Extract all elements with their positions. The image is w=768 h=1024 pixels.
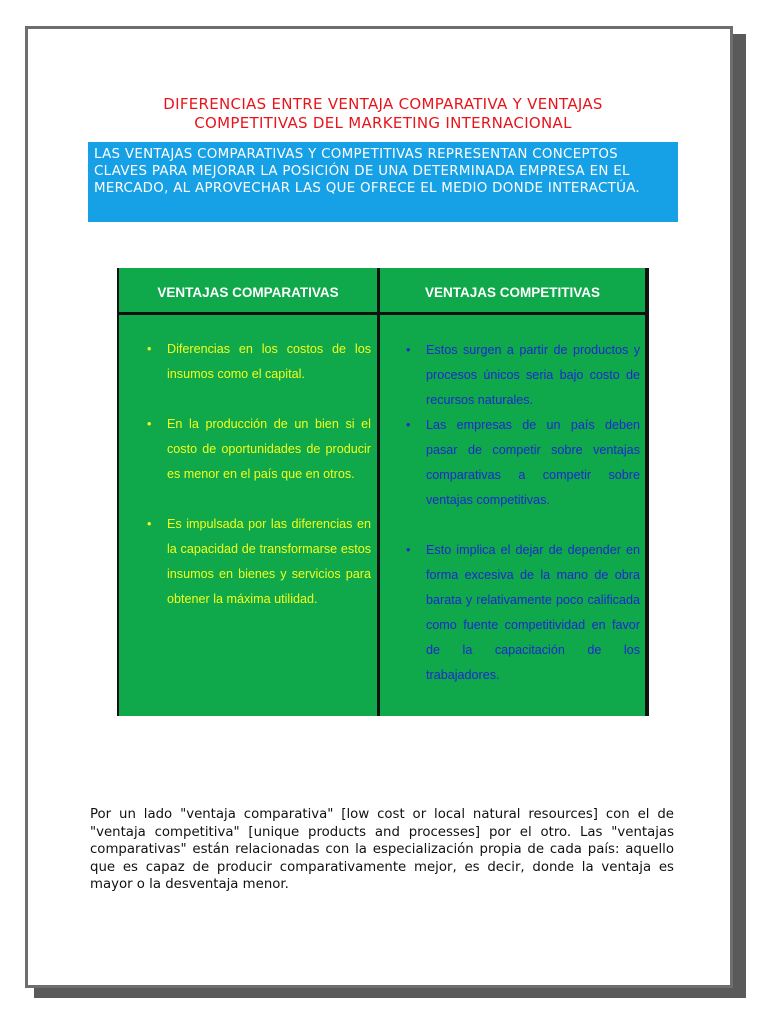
list-item bbox=[147, 512, 371, 612]
list-item-text: Esto implica el dejar de depender en forma excesiva de la mano de obra barata y relativamente poco calificada como fuente competitividad en favor de la capacitación de los trabajadores. bbox=[426, 543, 640, 682]
list-item-text: Estos surgen a partir de productos y procesos únicos seria bajo costo de recursos naturales. bbox=[426, 343, 640, 407]
bullet-icon: • bbox=[406, 543, 411, 557]
list-item bbox=[406, 538, 640, 688]
comparison-table bbox=[117, 268, 649, 716]
list-item bbox=[406, 413, 640, 513]
list-item-text: Diferencias en los costos de los insumos como el capital. bbox=[167, 342, 371, 381]
bullet-icon: • bbox=[147, 342, 152, 356]
list-item bbox=[147, 412, 371, 487]
list-item-text: Las empresas de un país deben pasar de competir sobre ventajas comparativas a competir sobre ventajas competitivas. bbox=[426, 418, 640, 507]
document-title bbox=[88, 95, 678, 133]
bullet-icon: • bbox=[147, 417, 152, 431]
intro-box: LAS VENTAJAS COMPARATIVAS Y COMPETITIVAS REPRESENTAN CONCEPTOS CLAVES PARA MEJORAR LA POSICIÓN DE UNA DETERMINADA EMPRESA EN EL MERCADO, AL APROVECHAR LAS QUE OFRECE EL MEDIO DONDE INTERACTÚA. bbox=[88, 142, 678, 222]
header-divider bbox=[119, 312, 645, 315]
header-comparativas: VENTAJAS COMPARATIVAS bbox=[157, 285, 339, 300]
column-divider bbox=[377, 268, 380, 716]
header-competitivas: VENTAJAS COMPETITIVAS bbox=[424, 285, 601, 300]
list-item-text: Es impulsada por las diferencias en la capacidad de transformarse estos insumos en bienes y servicios para obtener la máxima utilidad. bbox=[167, 517, 371, 606]
bullet-icon: • bbox=[406, 343, 411, 357]
list-item-text: En la producción de un bien si el costo de oportunidades de producir es menor en el país que en otros. bbox=[167, 417, 371, 481]
title-line-2: COMPETITIVAS DEL MARKETING INTERNACIONAL bbox=[194, 114, 572, 132]
list-competitivas bbox=[406, 338, 640, 688]
title-line-1: DIFERENCIAS ENTRE VENTAJA COMPARATIVA Y VENTAJAS bbox=[163, 95, 603, 113]
document-page bbox=[25, 26, 733, 988]
list-item bbox=[406, 338, 640, 413]
bullet-icon: • bbox=[147, 517, 152, 531]
list-item bbox=[147, 337, 371, 387]
bullet-icon: • bbox=[406, 418, 411, 432]
list-comparativas bbox=[147, 337, 371, 612]
body-paragraph: Por un lado "ventaja comparativa" [low cost or local natural resources] con el de "ventaja competitiva" [unique products and processes] por el otro. Las "ventajas comparativas" están relacionadas con la especialización propia de cada país: aquello que es capaz de producir comparativamente mejor, es decir, donde la ventaja es mayor o la desventaja menor. bbox=[90, 807, 674, 893]
